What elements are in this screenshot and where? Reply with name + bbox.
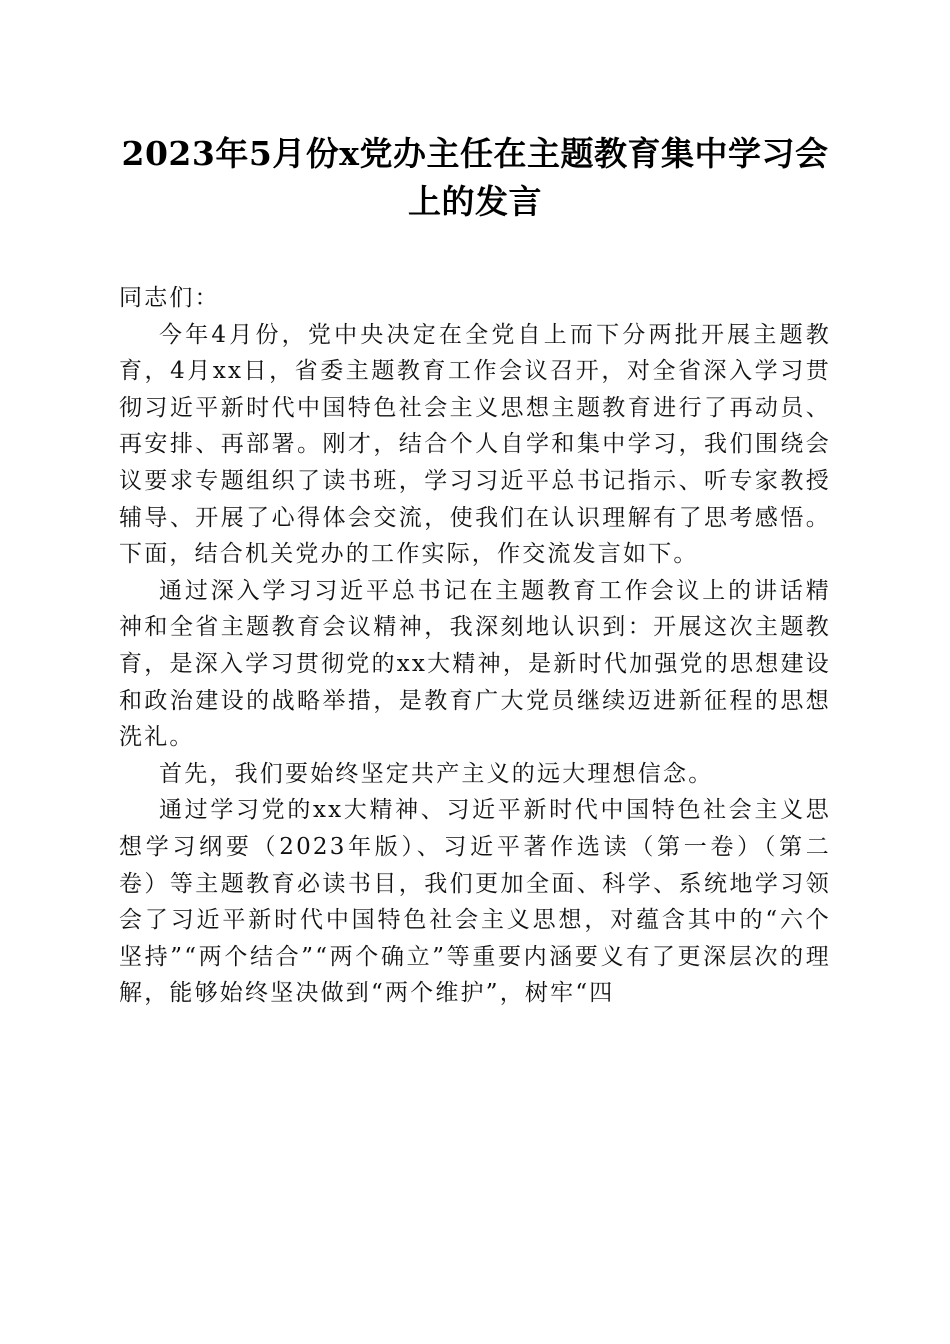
paragraph: 通过深入学习习近平总书记在主题教育工作会议上的讲话精神和全省主题教育会议精神，我深刻地认识到：开展这次主题教育，是深入学习贯彻党的xx大精神，是新时代加强党的思想建设和政治建设的战略举措，是教育广大党员继续迈进新征程的思想洗礼。: [119, 577, 831, 751]
paragraph: 今年4月份，党中央决定在全党自上而下分两批开展主题教育，4月xx日，省委主题教育工作会议召开，对全省深入学习贯彻习近平新时代中国特色社会主义思想主题教育进行了再动员、再安排、再部署。刚才，结合个人自学和集中学习，我们围绕会议要求专题组织了读书班，学习习近平总书记指示、听专家教授辅导、开展了心得体会交流，使我们在认识理解有了思考感悟。下面，结合机关党办的工作实际，作交流发言如下。: [119, 321, 831, 568]
document-title: 2023年5月份x党办主任在主题教育集中学习会上的发言: [121, 134, 829, 221]
paragraph: 首先，我们要始终坚定共产主义的远大理想信念。: [159, 760, 714, 787]
paragraph: 通过学习党的xx大精神、习近平新时代中国特色社会主义思想学习纲要（2023年版）、习近平著作选读（第一卷）（第二卷）等主题教育必读书目，我们更加全面、科学、系统地学习领会了习近平新时代中国特色社会主义思想，对蕴含其中的“六个坚持”“两个结合”“两个确立”等重要内涵要义有了更深层次的理解，能够始终坚决做到“两个维护”，树牢“四: [119, 797, 831, 1007]
salutation: 同志们：: [119, 285, 220, 311]
document-body: [119, 280, 831, 1012]
